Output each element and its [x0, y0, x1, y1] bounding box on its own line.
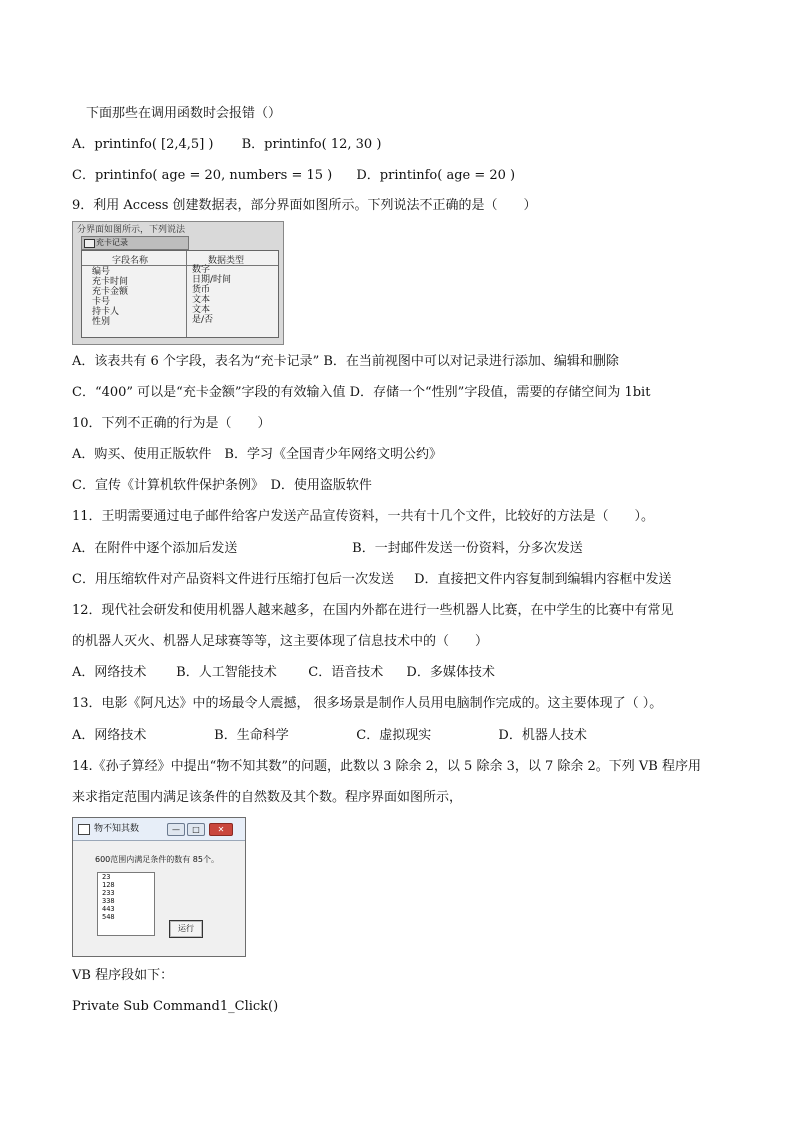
data-type: 文本: [192, 295, 211, 305]
table-tab: [81, 236, 189, 250]
q12-option-c: C．语音技术: [308, 665, 384, 680]
table-icon: [84, 239, 95, 248]
q8-options-ab: [72, 136, 381, 154]
window-titlebar[interactable]: [73, 818, 245, 841]
field-name: 编号: [92, 267, 111, 277]
q14-stem-line1: 14.《孙子算经》中提出“物不知其数”的问题，此数以 3 除余 2，以 5 除余 3，以 7 除余 2。下列 VB 程序用: [72, 759, 701, 774]
q9-stem: 9．利用 Access 创建数据表，部分界面如图所示。下列说法不正确的是（ ）: [72, 198, 537, 213]
data-type: 文本: [192, 305, 211, 315]
data-type: 日期/时间: [192, 275, 232, 285]
q13-option-b: B．生命科学: [214, 728, 289, 743]
list-item[interactable]: 128: [102, 881, 115, 889]
data-type: 货币: [192, 285, 211, 295]
q12-option-b: B．人工智能技术: [176, 665, 277, 680]
list-item[interactable]: 443: [102, 905, 115, 913]
close-button[interactable]: ✕: [209, 823, 233, 836]
q11-options-ab: [72, 540, 583, 558]
q11-option-c: C．用压缩软件对产品资料文件进行压缩打包后一次发送: [72, 572, 394, 587]
field-name-column: [92, 267, 128, 327]
minimize-button[interactable]: —: [167, 823, 185, 836]
data-type: 是/否: [192, 315, 214, 325]
field-grid: [81, 250, 279, 338]
vb-program-window: [72, 817, 246, 957]
q13-option-c: C．虚拟现实: [356, 728, 432, 743]
q11-options-cd: [72, 571, 672, 589]
q10-stem: 10．下列不正确的行为是（ ）: [72, 416, 271, 431]
q9-options-ab: A．该表共有 6 个字段，表名为“充卡记录” B．在当前视图中可以对记录进行添加、编辑和删除: [72, 354, 619, 369]
field-name-header: 字段名称: [112, 256, 149, 266]
q10-options-ab: A．购买、使用正版软件 B．学习《全国青少年网络文明公约》: [72, 447, 442, 462]
list-item[interactable]: 338: [102, 897, 115, 905]
q12-option-a: A．网络技术: [72, 665, 147, 680]
q12-stem-line2: 的机器人灭火、机器人足球赛等等，这主要体现了信息技术中的（ ）: [72, 634, 489, 649]
q10-options-cd: C．宣传《计算机软件保护条例》 D．使用盗版软件: [72, 478, 372, 493]
list-item[interactable]: 233: [102, 889, 115, 897]
app-icon: [78, 824, 90, 835]
figure-caption-fragment: 分界面如图所示，下列说法: [77, 225, 186, 235]
column-divider: [186, 251, 187, 337]
q8-option-b: B．printinfo( 12, 30 ): [241, 137, 382, 152]
q8-options-cd: [72, 167, 515, 185]
q14-stem-line2: 来求指定范围内满足该条件的自然数及其个数。程序界面如图所示，: [72, 790, 463, 805]
run-button[interactable]: 运行: [169, 920, 203, 938]
q13-option-d: D．机器人技术: [498, 728, 587, 743]
window-title: 物不知其数: [94, 824, 140, 834]
q13-stem: 13．电影《阿凡达》中的场最令人震撼， 很多场景是制作人员用电脑制作完成的。这主要体现了（ ）。: [72, 696, 663, 711]
data-type: 数字: [192, 265, 211, 275]
field-name: 持卡人: [92, 307, 120, 317]
list-item[interactable]: 548: [102, 913, 115, 921]
q12-option-d: D．多媒体技术: [406, 665, 495, 680]
field-name: 性别: [92, 317, 111, 327]
q8-stem: 下面那些在调用函数时会报错（）: [86, 106, 282, 121]
q11-stem: 11．王明需要通过电子邮件给客户发送产品宣传资料，一共有十几个文件，比较好的方法是（ ）。: [72, 509, 655, 524]
code-intro: VB 程序段如下：: [72, 968, 174, 983]
q11-option-b: B．一封邮件发送一份资料，分多次发送: [352, 541, 583, 556]
data-type-header: 数据类型: [208, 256, 245, 266]
field-name: 充卡金额: [92, 287, 129, 297]
q12-options: [72, 664, 495, 682]
list-item[interactable]: 23: [102, 873, 111, 881]
q9-options-cd: C．“400” 可以是“充卡金额”字段的有效输入值 D．存储一个“性别”字段值，需要的存储空间为 1bit: [72, 385, 651, 400]
result-label: 600范围内满足条件的数有 85个。: [95, 855, 219, 864]
q12-stem-line1: 12．现代社会研发和使用机器人越来越多，在国内外都在进行一些机器人比赛，在中学生的比赛中有常见: [72, 603, 674, 618]
maximize-button[interactable]: □: [187, 823, 205, 836]
q8-option-c: C．printinfo( age = 20, numbers = 15 ): [72, 168, 333, 183]
q13-options: [72, 727, 587, 745]
q13-option-a: A．网络技术: [72, 728, 147, 743]
code-line-1: Private Sub Command1_Click(): [72, 999, 279, 1014]
data-type-column: [192, 265, 231, 325]
field-name: 卡号: [92, 297, 111, 307]
q8-option-d: D．printinfo( age = 20 ): [356, 168, 516, 183]
table-tab-label: 充卡记录: [96, 238, 128, 247]
field-name: 充卡时间: [92, 277, 129, 287]
q8-option-a: A．printinfo( [2,4,5] ): [72, 137, 214, 152]
q11-option-a: A．在附件中逐个添加后发送: [72, 541, 238, 556]
q11-option-d: D．直接把文件内容复制到编辑内容框中发送: [414, 572, 672, 587]
access-table-figure: [72, 221, 284, 345]
result-listbox[interactable]: [97, 872, 155, 936]
